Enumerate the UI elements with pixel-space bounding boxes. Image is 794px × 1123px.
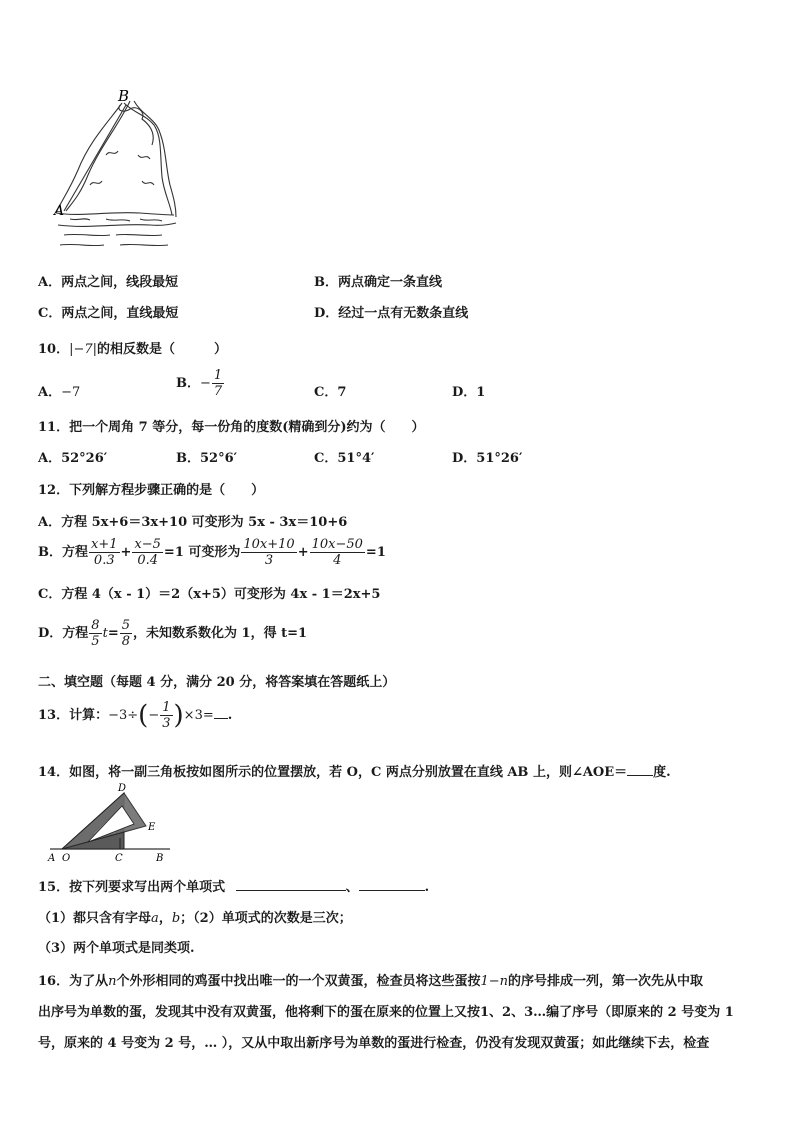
q10-option-a: A．−7: [38, 385, 81, 400]
fig-label-e: E: [148, 822, 156, 833]
q13: 13．计算：−3÷(− $\frac{1}{3}$ )×3= .: [38, 700, 233, 731]
q11-stem: 11．把一个周角 7 等分，每一份角的度数(精确到分)约为（ ）: [38, 420, 425, 435]
triangle-rulers-figure: [44, 782, 174, 864]
q16-line-3: 号，原来的 4 号变为 2 号，… ），又从中取出新序号为单数的蛋进行检查，仍没有发现双黄蛋；如此继续下去，检查: [38, 1036, 710, 1051]
q15-requirement-1: （1）都只含有字母a，b；（2）单项式的次数是三次；: [38, 911, 352, 926]
q10-option-c: C．7: [314, 385, 347, 400]
q15-requirement-3: （3）两个单项式是同类项.: [38, 941, 195, 956]
q9-option-d: D．经过一点有无数条直线: [314, 306, 469, 321]
q16-line-2: 出序号为单数的蛋，发现其中没有双黄蛋，他将剩下的蛋在原来的位置上又按1、2、3…编了序号（即原来的 2 号变为 1: [38, 1005, 734, 1020]
section-heading-fill-in: 二、填空题（每题 4 分，满分 20 分，将答案填在答题纸上）: [38, 675, 396, 690]
q12-option-d: D．方程 $\frac{8}{5}$ t= $\frac{5}{8}$ ，未知数系数化为 1，得 t=1: [38, 618, 308, 649]
fig-label-b: B: [156, 853, 164, 864]
q9-option-a: A．两点之间，线段最短: [38, 275, 179, 290]
q12-option-c: C．方程 4（x - 1）＝2（x+5）可变形为 4x - 1＝2x+5: [38, 587, 381, 602]
q11-option-a: A．52°26′: [38, 451, 108, 466]
river-figure: [50, 85, 180, 255]
fig-label-d: D: [118, 783, 127, 794]
q9-option-c: C．两点之间，直线最短: [38, 306, 179, 321]
q13-answer-blank[interactable]: [214, 706, 228, 719]
q10-stem: 10．|−7|的相反数是（ ）: [38, 342, 228, 357]
q12-stem: 12．下列解方程步骤正确的是（ ）: [38, 483, 265, 498]
point-b-label: B: [118, 87, 130, 105]
q12-option-b: B．方程 $\frac{x+1}{0.3}$ + $\frac{x-5}{0.4}$ =1 可变形为 $\frac{10x+10}{3}$ + $\frac{10x-50}{4}$ =1: [38, 537, 386, 568]
q10-option-d: D．1: [452, 385, 486, 400]
q11-option-c: C．51°4′: [314, 451, 375, 466]
q15-answer-blank-2[interactable]: [359, 878, 425, 891]
q15-answer-blank-1[interactable]: [236, 878, 346, 891]
q14: 14．如图，将一副三角板按如图所示的位置摆放，若 O，C 两点分别放置在直线 AB 上，则∠AOE＝ 度.: [38, 765, 671, 780]
q11-option-d: D．51°26′: [452, 451, 523, 466]
fig-label-a: A: [48, 853, 56, 864]
q15-stem: 15．按下列要求写出两个单项式 、 .: [38, 880, 430, 895]
q9-option-b: B．两点确定一条直线: [314, 275, 443, 290]
q11-option-b: B．52°6′: [176, 451, 238, 466]
point-a-label: A: [54, 203, 65, 219]
fig-label-c: C: [115, 853, 123, 864]
fig-label-o: O: [62, 853, 71, 864]
q12-option-a: A．方程 5x+6＝3x+10 可变形为 5x - 3x＝10+6: [38, 515, 348, 530]
q16-line-1: 16．为了从n个外形相同的鸡蛋中找出唯一的一个双黄蛋，检查员将这些蛋按1−n的序号排成一列，第一次先从中取: [38, 974, 704, 989]
q10-option-b: B．− $\frac{1}{7}$: [176, 368, 223, 399]
q14-answer-blank[interactable]: [627, 763, 653, 776]
